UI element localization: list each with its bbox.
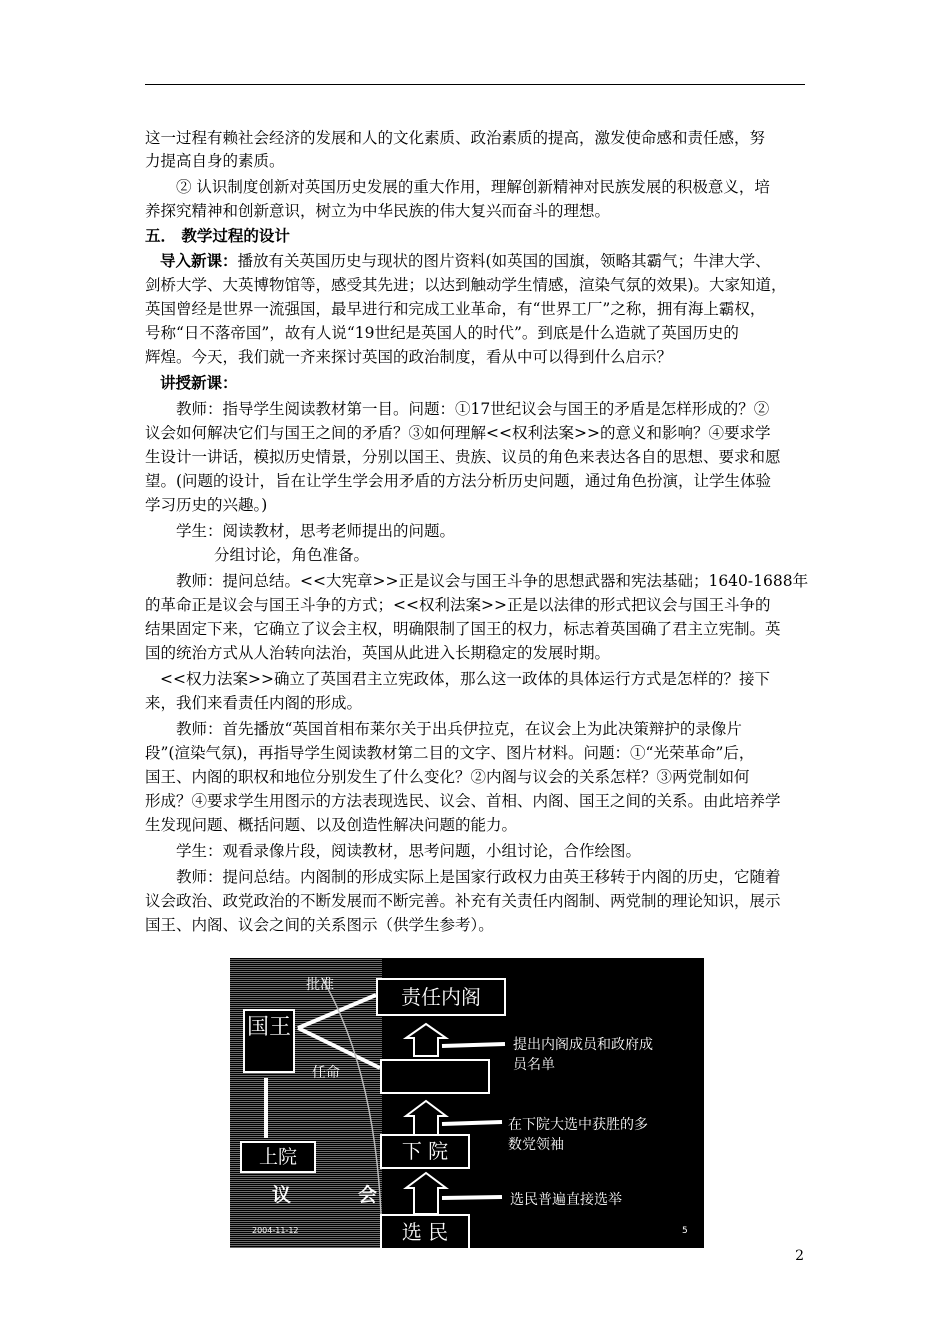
text-line: 教师：提问总结。内阁制的形成实际上是国家行政权力由英王移转于内阁的历史，它随着 xyxy=(176,868,781,886)
note-pointer xyxy=(442,1044,505,1046)
section-label: 讲授新课： xyxy=(160,374,238,392)
text-line: 养探究精神和创新意识，树立为中华民族的伟大复兴而奋斗的理想。 xyxy=(145,202,611,220)
arrow-up-icon xyxy=(406,1173,446,1214)
arrow-up-icon xyxy=(406,1024,446,1056)
text-line: 剑桥大学、大英博物馆等，感受其先进；以达到触动学生情感，渲染气氛的效果)。大家知道， xyxy=(145,276,787,294)
text-line: ② 认识制度创新对英国历史发展的重大作用，理解创新精神对民族发展的积极意义，培 xyxy=(176,178,770,196)
prime-minister-box xyxy=(380,1059,490,1094)
text-line: 教师：指导学生阅读教材第一目。问题：①17世纪议会与国王的矛盾是怎样形成的？② xyxy=(176,400,770,418)
text-line: 来，我们来看责任内阁的形成。 xyxy=(145,694,363,712)
appoint-label: 任命 xyxy=(312,1065,340,1081)
arrow-up-icon xyxy=(406,1101,446,1135)
note-text: 数党领袖 xyxy=(508,1137,564,1153)
text-line: 教师：首先播放“英国首相布莱尔关于出兵伊拉克，在议会上为此决策辩护的录像片 xyxy=(176,720,742,738)
header-rule xyxy=(145,84,805,85)
text-line: 学生：阅读教材，思考老师提出的问题。 xyxy=(176,522,456,540)
approve-line xyxy=(298,995,376,1028)
text-line: 学习历史的兴趣。) xyxy=(145,496,268,514)
text-line: 分组讨论，角色准备。 xyxy=(214,546,370,564)
text-line: 教师：提问总结。<<大宪章>>正是议会与国王斗争的思想武器和宪法基础；1640-1688年 xyxy=(176,572,809,590)
note-text: 员名单 xyxy=(513,1057,555,1073)
slide-date: 2004-11-12 xyxy=(252,1226,299,1235)
note-text: 选民普遍直接选举 xyxy=(510,1192,622,1208)
text-line: 的革命正是议会与国王斗争的方式；<<权利法案>>正是以法律的形式把议会与国王斗争的 xyxy=(145,596,771,614)
cabinet-box: 责任内阁 xyxy=(376,978,506,1016)
text-line: 英国曾经是世界一流强国，最早进行和完成工业革命，有“世界工厂”之称，拥有海上霸权， xyxy=(145,300,766,318)
text-line: 导入新课：播放有关英国历史与现状的图片资料(如英国的国旗，领略其霸气；牛津大学、 xyxy=(160,252,771,270)
text-line: <<权力法案>>确立了英国君主立宪政体，那么这一政体的具体运行方式是怎样的？接下 xyxy=(160,670,770,688)
note-text: 提出内阁成员和政府成 xyxy=(513,1037,653,1053)
text-line: 结果固定下来，它确立了议会主权，明确限制了国王的权力，标志着英国确了君主立宪制。英 xyxy=(145,620,781,638)
page-number: 2 xyxy=(795,1248,804,1264)
voters-box: 选 民 xyxy=(380,1214,470,1248)
note-pointer xyxy=(442,1197,502,1198)
section-heading: 五． 教学过程的设计 xyxy=(145,227,290,245)
text-line: 国王、内阁、议会之间的关系图示（供学生参考）。 xyxy=(145,916,494,934)
note-pointer xyxy=(442,1122,502,1124)
intro-label: 导入新课： xyxy=(160,252,238,270)
text-line: 号称“日不落帝国”，故有人说“19世纪是英国人的时代”。到底是什么造就了英国历史的 xyxy=(145,324,739,342)
lower-house-box: 下 院 xyxy=(380,1134,470,1169)
parliament-label: 会 xyxy=(358,1184,378,1206)
text-line: 辉煌。今天，我们就一齐来探讨英国的政治制度，看从中可以得到什么启示？ xyxy=(145,348,673,366)
text-line: 望。(问题的设计，旨在让学生学会用矛盾的方法分析历史问题，通过角色扮演，让学生体验 xyxy=(145,472,772,490)
text-line: 形成？④要求学生用图示的方法表现选民、议会、首相、内阁、国王之间的关系。由此培养学 xyxy=(145,792,781,810)
text-line: 学生：观看录像片段，阅读教材，思考问题，小组讨论，合作绘图。 xyxy=(176,842,642,860)
note-text: 在下院大选中获胜的多 xyxy=(508,1117,648,1133)
approve-label: 批准 xyxy=(306,977,334,993)
upper-house-box: 上院 xyxy=(240,1141,316,1173)
text-line: 议会政治、政党政治的不断发展而不断完善。补充有关责任内阁制、两党制的理论知识，展示 xyxy=(145,892,781,910)
text-line: 国王、内阁的职权和地位分别发生了什么变化？②内阁与议会的关系怎样？③两党制如何 xyxy=(145,768,750,786)
parliament-curve xyxy=(322,978,382,1248)
parliament-label: 议 xyxy=(272,1184,292,1206)
text-line: 力提高自身的素质。 xyxy=(145,152,285,170)
king-box: 国王 xyxy=(243,1009,295,1073)
text-line: 这一过程有赖社会经济的发展和人的文化素质、政治素质的提高，激发使命感和责任感，努 xyxy=(145,129,766,147)
text-line: 段”(渲染气氛)，再指导学生阅读教材第二目的文字、图片材料。问题：①“光荣革命”后， xyxy=(145,744,755,762)
text-line: 议会如何解决它们与国王之间的矛盾？③如何理解<<权利法案>>的意义和影响？④要求学 xyxy=(145,424,771,442)
text-line: 生发现问题、概括问题、以及创造性解决问题的能力。 xyxy=(145,816,518,834)
text-line: 国的统治方式从人治转向法治，英国从此进入长期稳定的发展时期。 xyxy=(145,644,611,662)
relationship-diagram xyxy=(230,958,704,1248)
text-line: 生设计一讲话，模拟历史情景，分别以国王、贵族、议员的角色来表达各自的思想、要求和愿 xyxy=(145,448,781,466)
slide-number: 5 xyxy=(682,1226,688,1236)
